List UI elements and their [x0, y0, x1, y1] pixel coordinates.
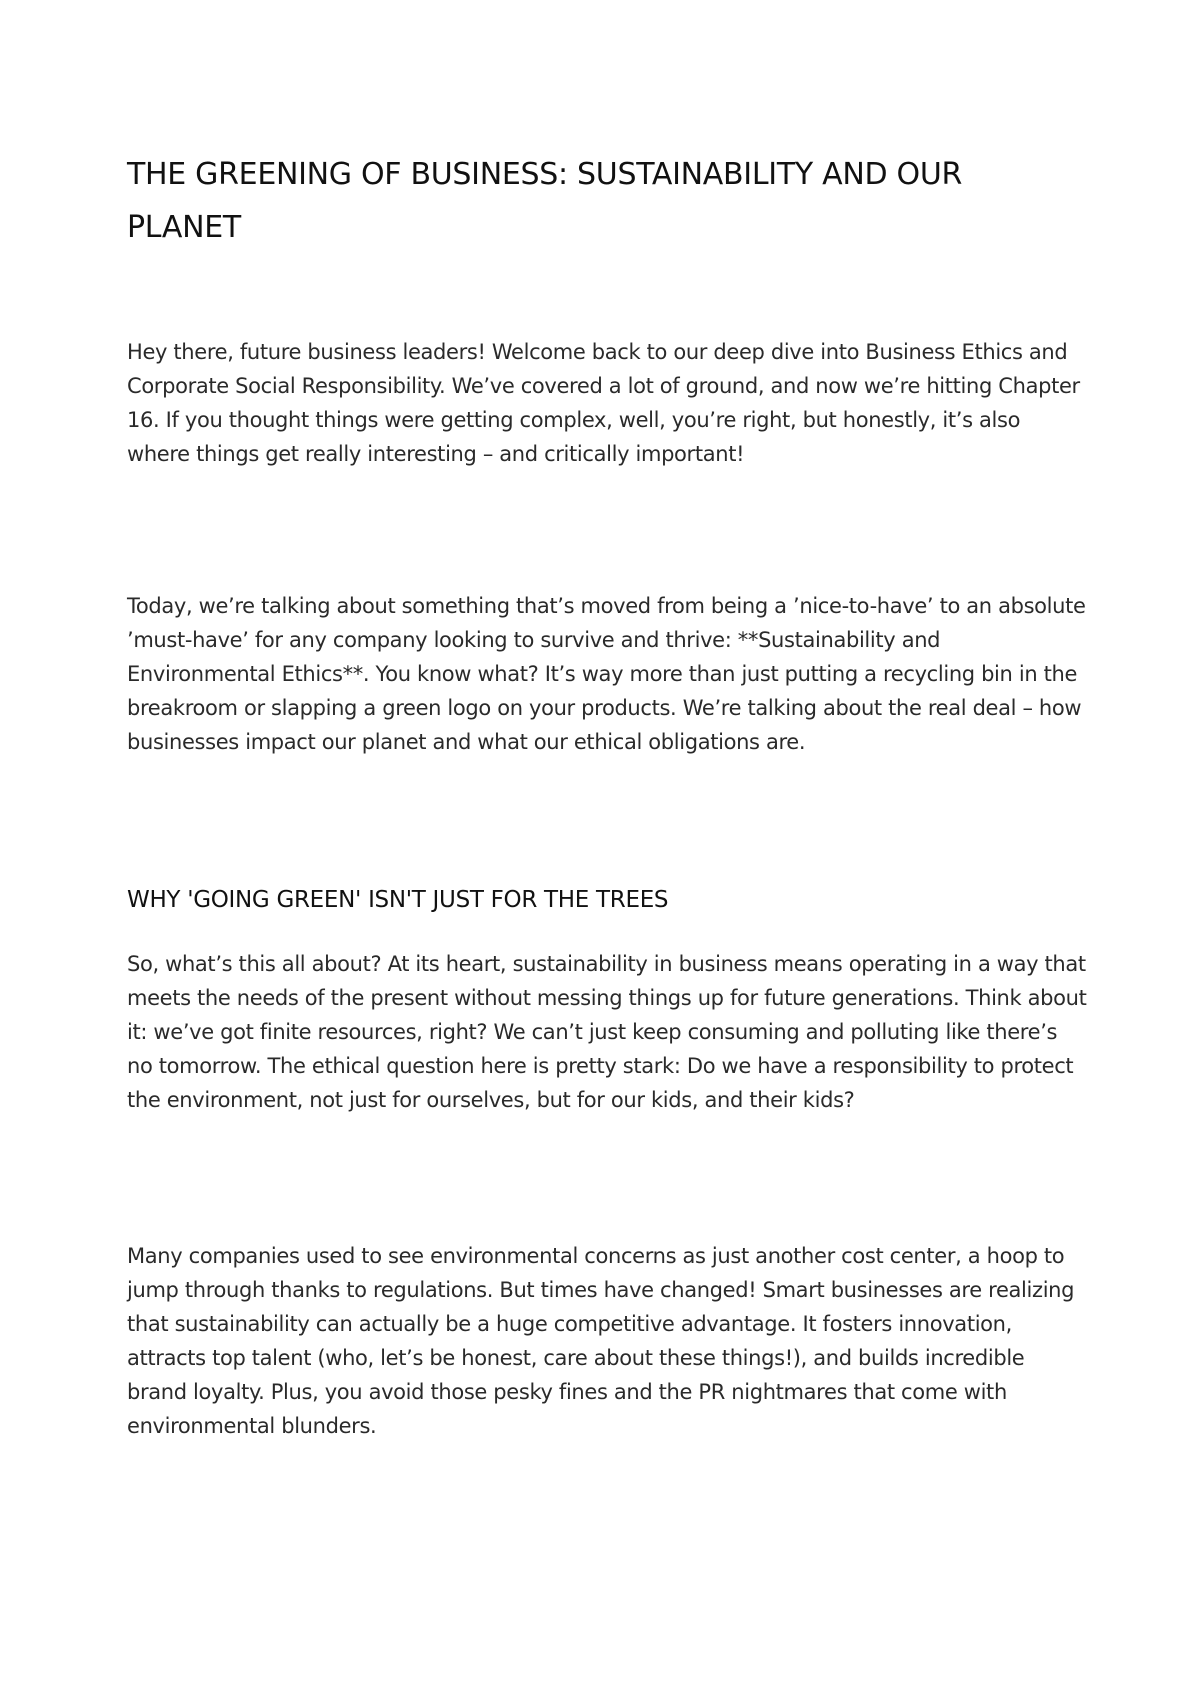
- intro-paragraph-1: Hey there, future business leaders! Welcome back to our deep dive into Business Ethics and Corporate Social Responsibility. We’ve covered a lot of ground, and now we’re hitting Chapter 16. If you thought things were getting complex, well, you’re right, but honestly, it’s also where things get really interesting – and critically important!: [127, 340, 1080, 466]
- section-paragraph-2: Many companies used to see environmental concerns as just another cost center, a hoop to jump through thanks to regulations. But times have changed! Smart businesses are realizing that sustainability can actually be a huge competitive advantage. It fosters innovation, attracts top talent (who, let’s be honest, care about these things!), and builds incredible brand loyalty. Plus, you avoid those pesky fines and the PR nightmares that come with environmental blunders.: [127, 1244, 1075, 1438]
- intro-paragraph-2: Today, we’re talking about something that’s moved from being a ’nice-to-have’ to an absolute ’must-have’ for any company looking to survive and thrive: **Sustainability and Environmental Ethics**. You know what? It’s way more than just putting a recycling bin in the breakroom or slapping a green logo on your products. We’re talking about the real deal – how businesses impact our planet and what our ethical obligations are.: [127, 594, 1086, 754]
- section-heading: WHY 'GOING GREEN' ISN'T JUST FOR THE TREES: [127, 887, 669, 913]
- section-paragraph-1: So, what’s this all about? At its heart, sustainability in business means operating in a way that meets the needs of the present without messing things up for future generations. Think about it: we’ve got finite resources, right? We can’t just keep consuming and polluting like there’s no tomorrow. The ethical question here is pretty stark: Do we have a responsibility to protect the environment, not just for ourselves, but for our kids, and their kids?: [127, 952, 1087, 1112]
- document-page: [127, 0, 1087, 1696]
- document-title: THE GREENING OF BUSINESS: SUSTAINABILITY AND OUR PLANET: [127, 157, 963, 245]
